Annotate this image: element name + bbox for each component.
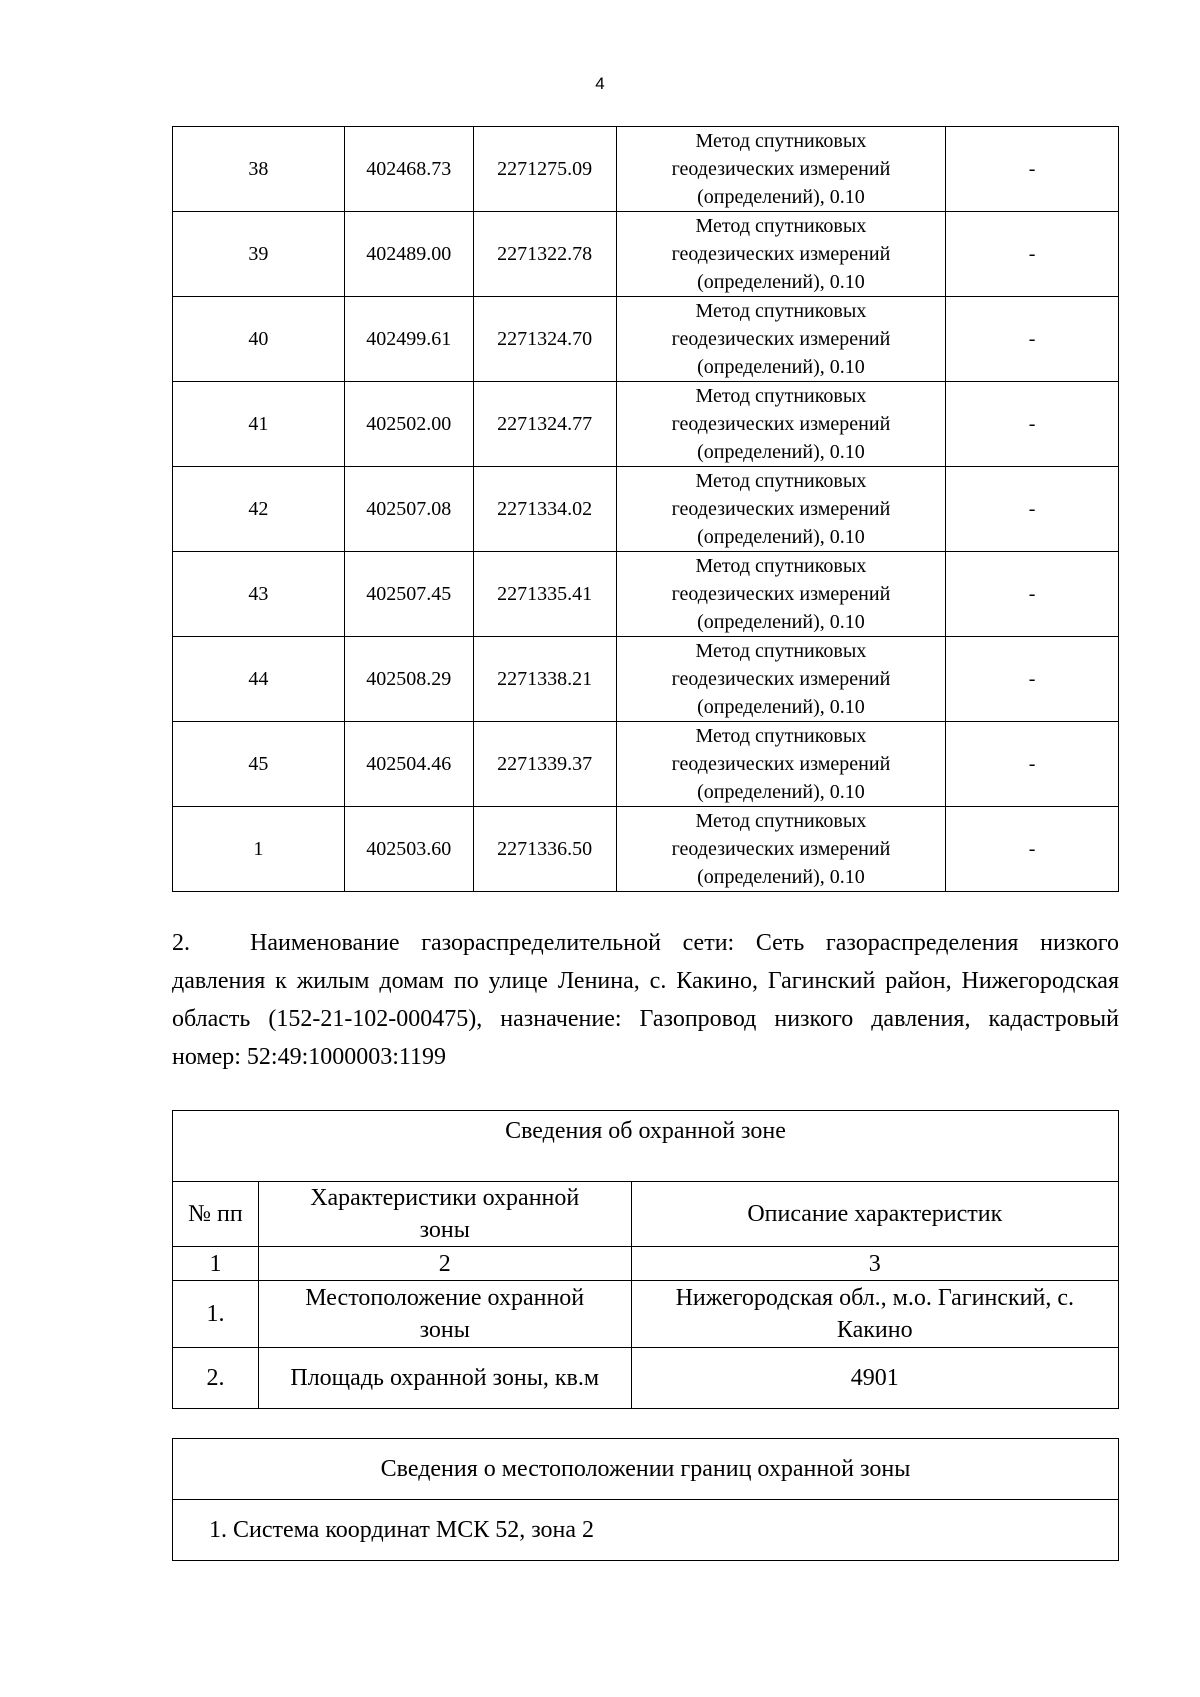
zone-row-name: Площадь охранной зоны, кв.м <box>258 1348 631 1409</box>
method-line: Метод спутниковых <box>695 130 867 152</box>
method-line: (определений), 0.10 <box>697 526 865 548</box>
coordinates-row <box>173 127 1119 212</box>
method-cell <box>616 382 946 467</box>
method-cell <box>616 297 946 382</box>
method-line: геодезических измерений <box>671 328 891 350</box>
coordinates-row <box>173 722 1119 807</box>
method-line: геодезических измерений <box>671 243 891 265</box>
method-line: Метод спутниковых <box>695 725 867 747</box>
zone-row-value <box>631 1281 1118 1348</box>
method-cell <box>616 722 946 807</box>
coordinates-row <box>173 552 1119 637</box>
zone-row-value-line1: Нижегородская обл., м.о. Гагинский, с. <box>675 1285 1074 1311</box>
point-cell: 41 <box>173 382 345 467</box>
x-coordinate-cell: 402507.45 <box>344 552 473 637</box>
method-line: (определений), 0.10 <box>697 696 865 718</box>
method-line: Метод спутниковых <box>695 810 867 832</box>
point-cell: 45 <box>173 722 345 807</box>
method-cell <box>616 552 946 637</box>
x-coordinate-cell: 402468.73 <box>344 127 473 212</box>
x-coordinate-cell: 402507.08 <box>344 467 473 552</box>
method-line: (определений), 0.10 <box>697 441 865 463</box>
method-cell <box>616 807 946 892</box>
zone-index-cell: 3 <box>631 1247 1118 1281</box>
zone-info-table <box>172 1110 1119 1409</box>
coordinates-row <box>173 212 1119 297</box>
bounds-table-title: Сведения о местоположении границ охранной зоны <box>173 1439 1119 1500</box>
x-coordinate-cell: 402508.29 <box>344 637 473 722</box>
x-coordinate-cell: 402499.61 <box>344 297 473 382</box>
note-cell: - <box>946 552 1119 637</box>
zone-index-cell: 1 <box>173 1247 259 1281</box>
zone-row-name-line2: зоны <box>419 1317 470 1343</box>
point-cell: 1 <box>173 807 345 892</box>
y-coordinate-cell: 2271339.37 <box>473 722 616 807</box>
coordinates-row <box>173 297 1119 382</box>
point-cell: 42 <box>173 467 345 552</box>
method-line: Метод спутниковых <box>695 640 867 662</box>
point-cell: 38 <box>173 127 345 212</box>
zone-col-number-header: № пп <box>173 1182 259 1247</box>
zone-row-name <box>258 1281 631 1348</box>
coordinates-row <box>173 467 1119 552</box>
y-coordinate-cell: 2271322.78 <box>473 212 616 297</box>
point-cell: 44 <box>173 637 345 722</box>
section-2-number: 2. <box>172 930 190 956</box>
zone-row-number: 1. <box>173 1281 259 1348</box>
method-cell <box>616 212 946 297</box>
page-number: 4 <box>595 74 605 93</box>
method-line: геодезических измерений <box>671 753 891 775</box>
note-cell: - <box>946 127 1119 212</box>
y-coordinate-cell: 2271275.09 <box>473 127 616 212</box>
y-coordinate-cell: 2271334.02 <box>473 467 616 552</box>
x-coordinate-cell: 402504.46 <box>344 722 473 807</box>
point-cell: 40 <box>173 297 345 382</box>
method-cell <box>616 467 946 552</box>
y-coordinate-cell: 2271335.41 <box>473 552 616 637</box>
method-line: Метод спутниковых <box>695 470 867 492</box>
method-line: геодезических измерений <box>671 158 891 180</box>
section-2-paragraph <box>172 924 1119 1076</box>
coordinates-row <box>173 637 1119 722</box>
note-cell: - <box>946 382 1119 467</box>
bounds-table-item: 1. Система координат МСК 52, зона 2 <box>173 1500 1119 1561</box>
method-cell <box>616 637 946 722</box>
coordinates-table <box>172 126 1119 892</box>
note-cell: - <box>946 807 1119 892</box>
method-line: геодезических измерений <box>671 498 891 520</box>
zone-bounds-table <box>172 1438 1119 1561</box>
method-line: Метод спутниковых <box>695 300 867 322</box>
zone-col-description-header: Описание характеристик <box>631 1182 1118 1247</box>
y-coordinate-cell: 2271324.70 <box>473 297 616 382</box>
note-cell: - <box>946 722 1119 807</box>
method-line: Метод спутниковых <box>695 555 867 577</box>
zone-col-characteristics-header-line2: зоны <box>419 1217 470 1243</box>
x-coordinate-cell: 402502.00 <box>344 382 473 467</box>
note-cell: - <box>946 637 1119 722</box>
y-coordinate-cell: 2271336.50 <box>473 807 616 892</box>
method-line: геодезических измерений <box>671 838 891 860</box>
zone-row-name-line1: Местоположение охранной <box>305 1285 585 1311</box>
method-line: (определений), 0.10 <box>697 271 865 293</box>
x-coordinate-cell: 402489.00 <box>344 212 473 297</box>
method-line: геодезических измерений <box>671 583 891 605</box>
coordinates-row <box>173 382 1119 467</box>
method-line: Метод спутниковых <box>695 385 867 407</box>
method-line: (определений), 0.10 <box>697 866 865 888</box>
zone-col-characteristics-header-line1: Характеристики охранной <box>310 1185 580 1211</box>
coordinates-row <box>173 807 1119 892</box>
section-2-text: Наименование газораспределительной сети: Сеть газораспределения низкого давления к жилым домам по улице Ленина, с. Какино, Гагинский район, Нижегородская область (152-21-102-000475), назначение: Газопровод низкого давления, кадастровый номер: 52:49:1000003:1199 <box>172 930 1119 1070</box>
note-cell: - <box>946 297 1119 382</box>
y-coordinate-cell: 2271324.77 <box>473 382 616 467</box>
zone-row-value: 4901 <box>631 1348 1118 1409</box>
method-line: Метод спутниковых <box>695 215 867 237</box>
method-line: (определений), 0.10 <box>697 611 865 633</box>
note-cell: - <box>946 212 1119 297</box>
point-cell: 39 <box>173 212 345 297</box>
zone-row-value-line2: Какино <box>836 1317 913 1343</box>
method-cell <box>616 127 946 212</box>
zone-col-characteristics-header <box>258 1182 631 1247</box>
method-line: (определений), 0.10 <box>697 781 865 803</box>
x-coordinate-cell: 402503.60 <box>344 807 473 892</box>
method-line: (определений), 0.10 <box>697 186 865 208</box>
method-line: геодезических измерений <box>671 413 891 435</box>
zone-row-number: 2. <box>173 1348 259 1409</box>
method-line: (определений), 0.10 <box>697 356 865 378</box>
method-line: геодезических измерений <box>671 668 891 690</box>
zone-table-title: Сведения об охранной зоне <box>173 1111 1119 1182</box>
zone-index-cell: 2 <box>258 1247 631 1281</box>
point-cell: 43 <box>173 552 345 637</box>
y-coordinate-cell: 2271338.21 <box>473 637 616 722</box>
note-cell: - <box>946 467 1119 552</box>
